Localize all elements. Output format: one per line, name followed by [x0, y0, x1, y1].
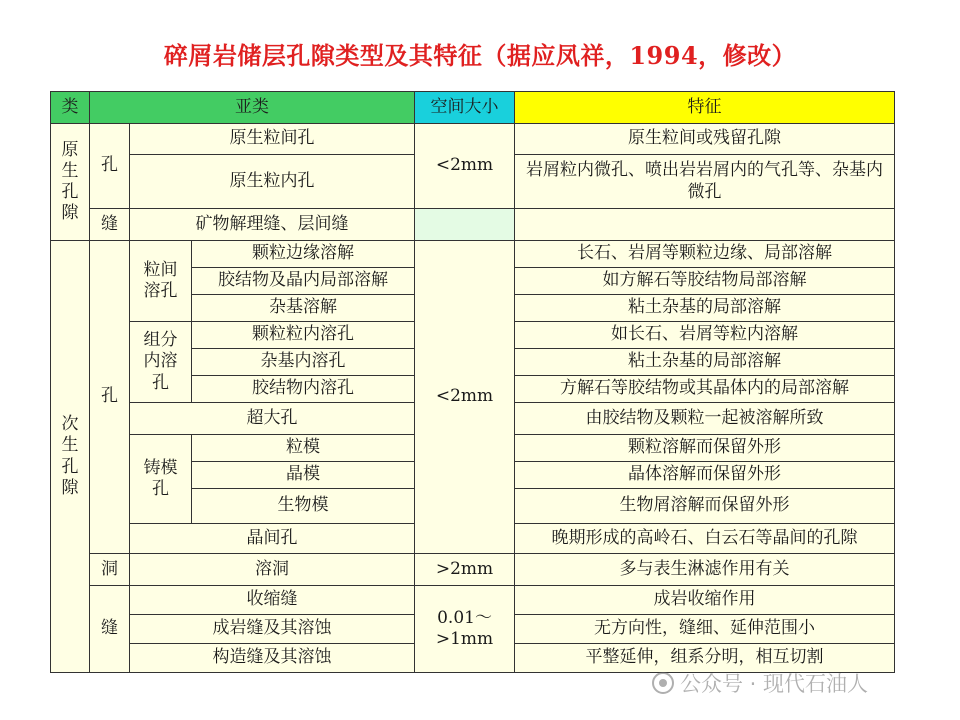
- feature-cell: 多与表生淋滤作用有关: [515, 554, 895, 586]
- feature-cell: 成岩收缩作用: [515, 586, 895, 615]
- secondary-fracture-label: 缝: [90, 586, 130, 673]
- size-cell: [415, 209, 515, 241]
- feature-cell: [515, 209, 895, 241]
- group-intra-component: 组分 内溶 孔: [130, 322, 192, 403]
- primary-fissure-label: 缝: [90, 209, 130, 241]
- feature-cell: 晶体溶解而保留外形: [515, 462, 895, 489]
- subclass-cell: 溶洞: [130, 554, 415, 586]
- header-row: [51, 92, 895, 124]
- page-title: 碎屑岩储层孔隙类型及其特征（据应凤祥，1994，修改）: [163, 41, 797, 70]
- subclass-cell: 杂基溶解: [192, 295, 415, 322]
- size-cell: <2mm: [415, 124, 515, 209]
- header-class: 类: [51, 92, 90, 124]
- wechat-icon: [652, 672, 674, 694]
- feature-cell: 如长石、岩屑等粒内溶解: [515, 322, 895, 349]
- subclass-cell: 胶结物及晶内局部溶解: [192, 268, 415, 295]
- subclass-cell: 晶间孔: [130, 524, 415, 554]
- subclass-cell: 构造缝及其溶蚀: [130, 644, 415, 673]
- group-intergranular: 粒间 溶孔: [130, 241, 192, 322]
- subclass-cell: 原生粒内孔: [130, 155, 415, 209]
- secondary-pore-label: 孔: [90, 241, 130, 554]
- class-primary: 原 生 孔 隙: [51, 124, 90, 241]
- feature-cell: 平整延伸，组系分明，相互切割: [515, 644, 895, 673]
- table-row: [51, 209, 895, 241]
- subclass-cell: 杂基内溶孔: [192, 349, 415, 376]
- feature-cell: 晚期形成的高岭石、白云石等晶间的孔隙: [515, 524, 895, 554]
- subclass-cell: 生物模: [192, 489, 415, 524]
- size-cell: <2mm: [415, 241, 515, 554]
- feature-cell: 颗粒溶解而保留外形: [515, 435, 895, 462]
- subclass-cell: 收缩缝: [130, 586, 415, 615]
- feature-cell: 无方向性，缝细、延伸范围小: [515, 615, 895, 644]
- feature-cell: 原生粒间或残留孔隙: [515, 124, 895, 155]
- secondary-cave-label: 洞: [90, 554, 130, 586]
- subclass-cell: 超大孔: [130, 403, 415, 435]
- feature-cell: 粘土杂基的局部溶解: [515, 295, 895, 322]
- subclass-cell: 颗粒粒内溶孔: [192, 322, 415, 349]
- subclass-cell: 原生粒间孔: [130, 124, 415, 155]
- size-cell: >2mm: [415, 554, 515, 586]
- table-row: [51, 554, 895, 586]
- subclass-cell: 矿物解理缝、层间缝: [130, 209, 415, 241]
- class-secondary: 次 生 孔 隙: [51, 241, 90, 673]
- feature-cell: 生物屑溶解而保留外形: [515, 489, 895, 524]
- table-row: [51, 241, 895, 268]
- table-row: [51, 586, 895, 615]
- feature-cell: 长石、岩屑等颗粒边缘、局部溶解: [515, 241, 895, 268]
- feature-cell: 方解石等胶结物或其晶体内的局部溶解: [515, 376, 895, 403]
- feature-cell: 由胶结物及颗粒一起被溶解所致: [515, 403, 895, 435]
- subclass-cell: 胶结物内溶孔: [192, 376, 415, 403]
- feature-cell: 粘土杂基的局部溶解: [515, 349, 895, 376]
- header-feature: 特征: [515, 92, 895, 124]
- subclass-cell: 粒模: [192, 435, 415, 462]
- primary-pore-label: 孔: [90, 124, 130, 209]
- table-row: [51, 124, 895, 155]
- subclass-cell: 颗粒边缘溶解: [192, 241, 415, 268]
- pore-type-table: [50, 91, 895, 673]
- size-cell: 0.01～ >1mm: [415, 586, 515, 673]
- feature-cell: 岩屑粒内微孔、喷出岩岩屑内的气孔等、杂基内微孔: [515, 155, 895, 209]
- group-moldic: 铸模 孔: [130, 435, 192, 524]
- subclass-cell: 成岩缝及其溶蚀: [130, 615, 415, 644]
- header-size: 空间大小: [415, 92, 515, 124]
- header-subclass: 亚类: [90, 92, 415, 124]
- subclass-cell: 晶模: [192, 462, 415, 489]
- feature-cell: 如方解石等胶结物局部溶解: [515, 268, 895, 295]
- watermark-text: 公众号 · 现代石油人: [680, 672, 869, 696]
